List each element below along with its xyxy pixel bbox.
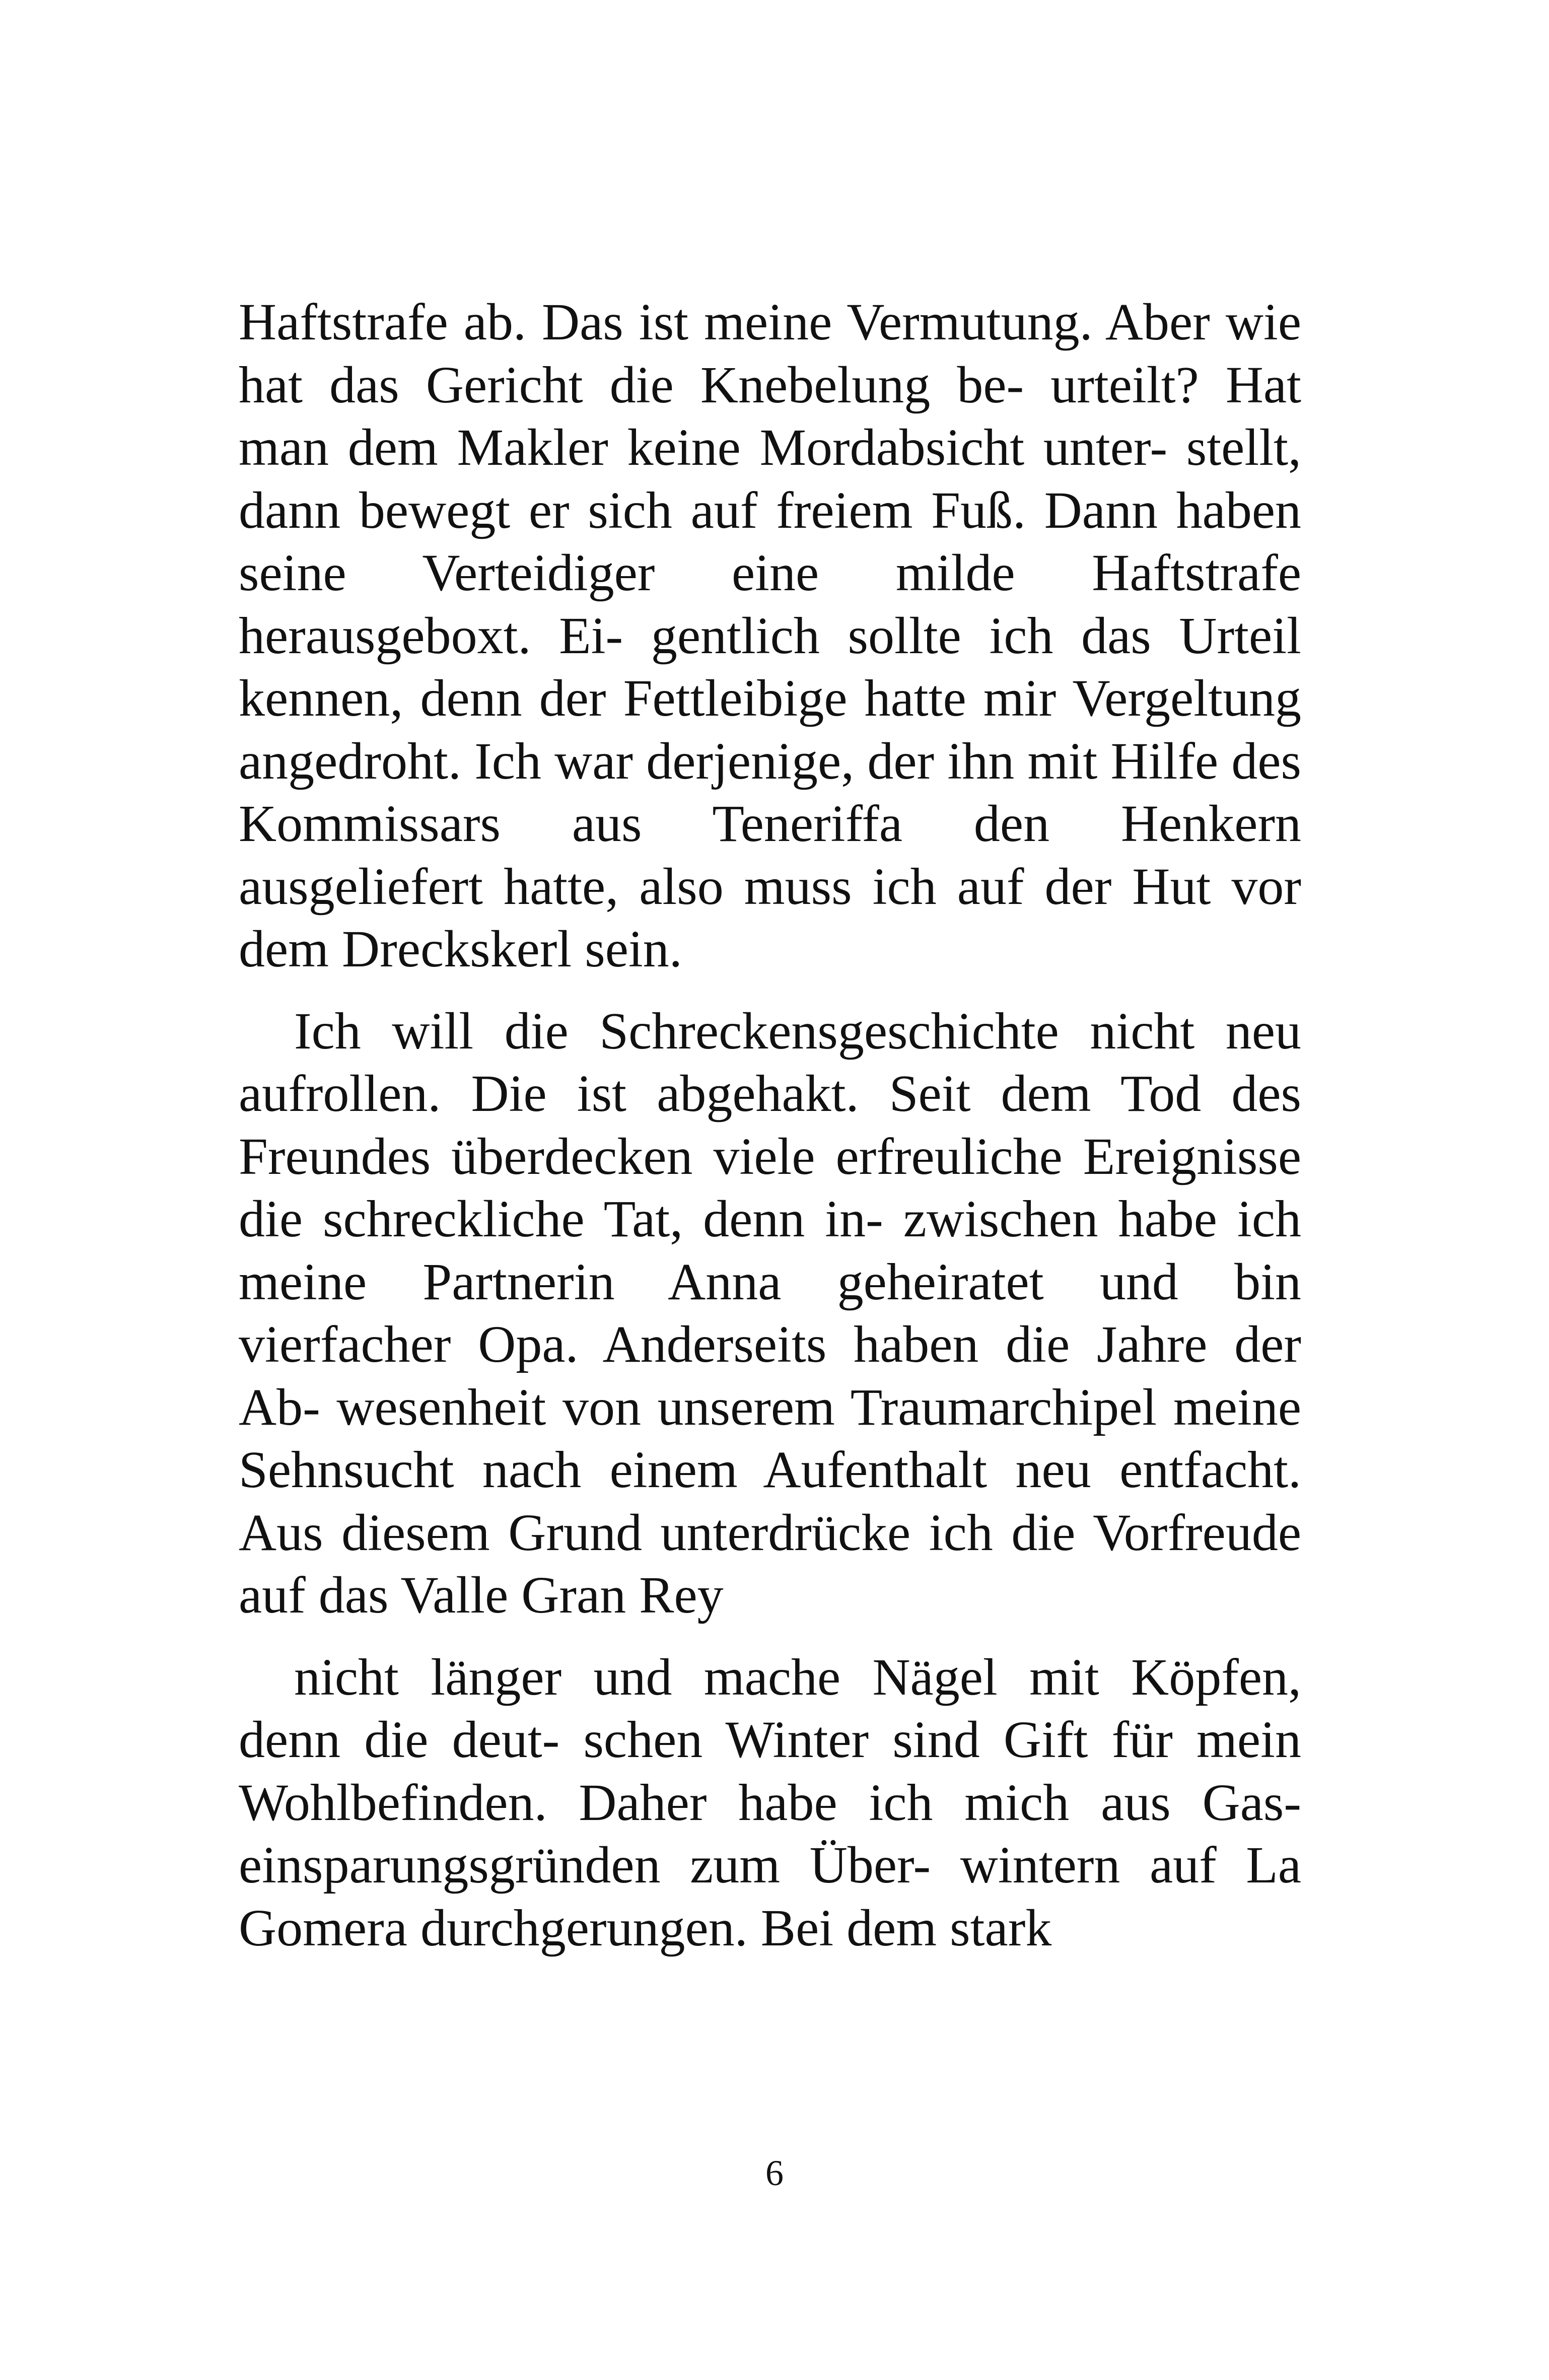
paragraph-3: nicht länger und mache Nägel mit Köpfen, denn die deut- schen Winter sind Gift für mein Wohlbefinden. Daher habe ich mich aus Gas- einsparungsgründen zum Über- wintern auf La Gomera durchgerungen. Bei dem stark [239, 1648, 1301, 1957]
body-text [239, 291, 1301, 1959]
paragraph-1: Haftstrafe ab. Das ist meine Vermutung. Aber wie hat das Gericht die Knebelung be- urteilt? Hat man dem Makler keine Mordabsicht unter- stellt, dann bewegt er sich auf freiem Fuß. Dann haben seine Verteidiger eine milde Haftstrafe herausgeboxt. Ei- gentlich sollte ich das Urteil kennen, denn der Fettleibige hatte mir Vergeltung angedroht. Ich war derjenige, der ihn mit Hilfe des Kommissars aus Teneriffa den Henkern ausgeliefert hatte, also muss ich auf der Hut vor dem Dreckskerl sein. [239, 293, 1301, 978]
paragraph-2: Ich will die Schreckensgeschichte nicht neu aufrollen. Die ist abgehakt. Seit dem Tod des Freundes überdecken viele erfreuliche Ereignisse die schreckliche Tat, denn in- zwischen habe ich meine Partnerin Anna geheiratet und bin vierfacher Opa. Anderseits haben die Jahre der Ab- wesenheit von unserem Traumarchipel meine Sehnsucht nach einem Aufenthalt neu entfacht. Aus diesem Grund unterdrücke ich die Vorfreude auf das Valle Gran Rey [239, 1002, 1301, 1624]
page-number: 6 [765, 2153, 784, 2193]
